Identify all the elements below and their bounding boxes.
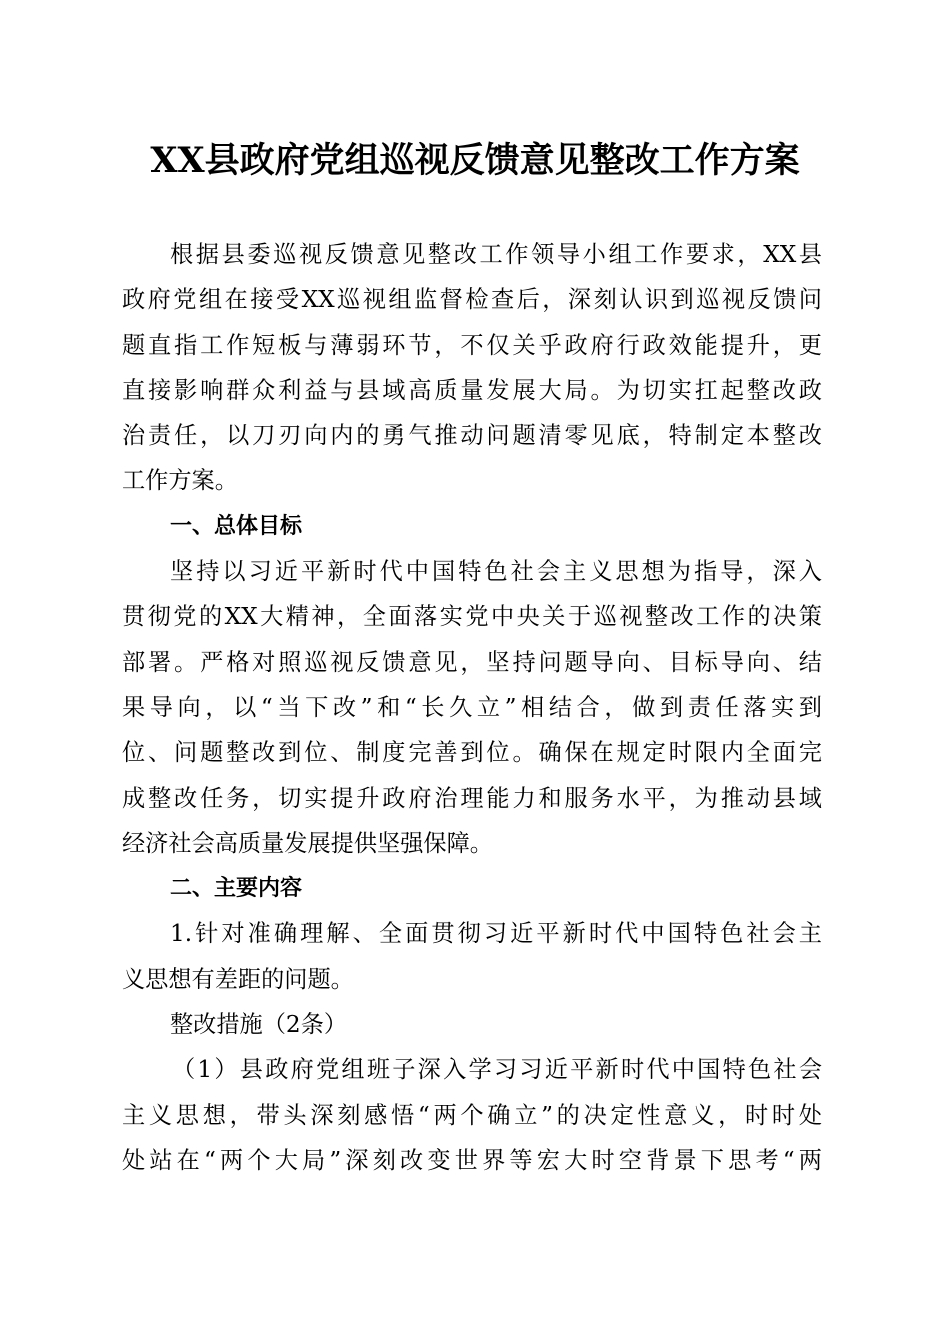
- section-heading: 一、总体目标: [170, 513, 303, 539]
- paragraph-line: 根据县委巡视反馈意见整改工作领导小组工作要求，XX县: [170, 241, 822, 268]
- paragraph-line: （1）县政府党组班子深入学习习近平新时代中国特色社会: [172, 1056, 822, 1084]
- paragraph-line: 成整改任务，切实提升政府治理能力和服务水平，为推动县域: [122, 784, 822, 812]
- paragraph-line: 题直指工作短板与薄弱环节，不仅关乎政府行政效能提升，更: [122, 331, 822, 359]
- paragraph-line: 部署。严格对照巡视反馈意见，坚持问题导向、目标导向、结: [122, 648, 822, 676]
- paragraph-line: 坚持以习近平新时代中国特色社会主义思想为指导，深入: [170, 558, 822, 586]
- section-heading: 二、主要内容: [170, 876, 303, 902]
- paragraph-line: 果导向，以“当下改”和“长久立”相结合，做到责任落实到: [122, 693, 822, 721]
- paragraph-line: 贯彻党的XX大精神，全面落实党中央关于巡视整改工作的决策: [122, 603, 822, 631]
- paragraph-line: 政府党组在接受XX巡视组监督检查后，深刻认识到巡视反馈问: [122, 286, 822, 314]
- document-title: XX县政府党组巡视反馈意见整改工作方案: [150, 140, 800, 181]
- subheading-line: 整改措施（2条）: [170, 1011, 348, 1039]
- paragraph-line: 1.针对准确理解、全面贯彻习近平新时代中国特色社会主: [170, 920, 822, 948]
- paragraph-line: 义思想有差距的问题。: [122, 965, 354, 993]
- paragraph-line: 处站在“两个大局”深刻改变世界等宏大时空背景下思考“两: [122, 1146, 822, 1174]
- paragraph-line: 经济社会高质量发展提供坚强保障。: [122, 829, 493, 857]
- paragraph-line: 工作方案。: [122, 467, 238, 495]
- paragraph-line: 直接影响群众利益与县域高质量发展大局。为切实扛起整改政: [122, 376, 822, 404]
- paragraph-line: 治责任，以刀刃向内的勇气推动问题清零见底，特制定本整改: [122, 422, 822, 450]
- paragraph-line: 主义思想，带头深刻感悟“两个确立”的决定性意义，时时处: [122, 1101, 822, 1129]
- paragraph-line: 位、问题整改到位、制度完善到位。确保在规定时限内全面完: [122, 739, 822, 767]
- document-body: [122, 232, 822, 1183]
